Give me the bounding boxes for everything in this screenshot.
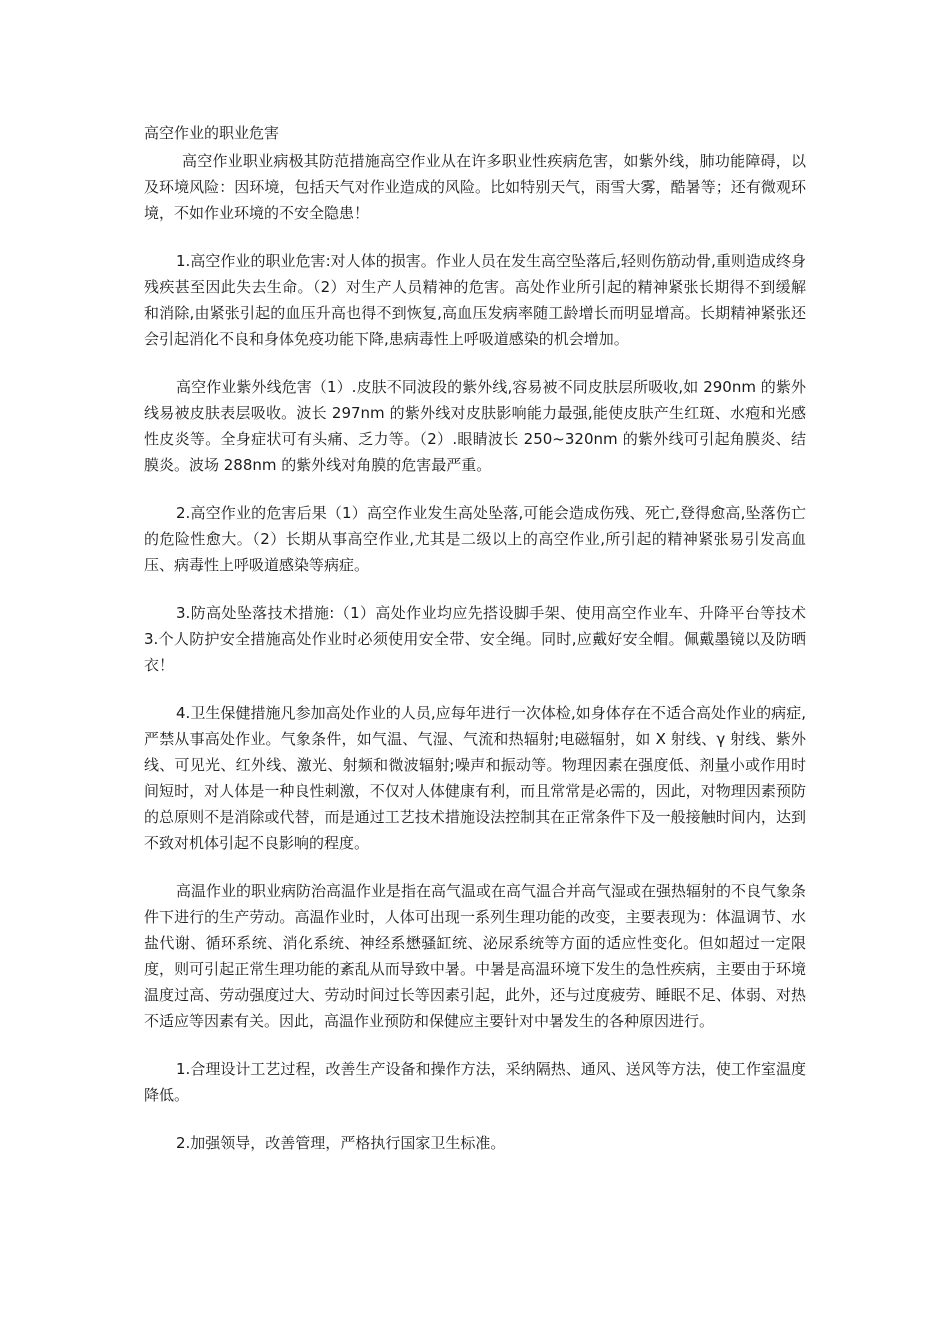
document-body: [144, 120, 806, 1178]
paragraph-management: 2.加强领导，改善管理，严格执行国家卫生标准。: [176, 1134, 506, 1152]
paragraph-process-design: 1.合理设计工艺过程，改善生产设备和操作方法，采纳隔热、通风、送风等方法，使工作室温度降低。: [144, 1060, 806, 1104]
paragraph-high-temperature: 高温作业的职业病防治高温作业是指在高气温或在高气温合并高气湿或在强热辐射的不良气象条件下进行的生产劳动。高温作业时，人体可出现一系列生理功能的改变，主要表现为：体温调节、水盐代谢、循环系统、消化系统、神经系懋骚缸统、泌尿系统等方面的适应性变化。但如超过一定限度，则可引起正常生理功能的紊乱从而导致中暑。中暑是高温环境下发生的急性疾病，主要由于环境温度过高、劳动强度过大、劳动时间过长等因素引起，此外，还与过度疲劳、睡眠不足、体弱、对热不适应等因素有关。因此，高温作业预防和保健应主要针对中暑发生的各种原因进行。: [144, 882, 807, 1030]
paragraph-fall-prevention: 3.防高处坠落技术措施:（1）高处作业均应先搭设脚手架、使用高空作业车、升降平台等技术 3.个人防护安全措施高处作业时必须使用安全带、安全绳。同时,应戴好安全帽。佩戴墨镜以及防晒衣！: [144, 604, 806, 674]
paragraph-hazard-consequences: 2.高空作业的危害后果（1）高空作业发生高处坠落,可能会造成伤残、死亡,登得愈高,坠落伤亡的危险性愈大。（2）长期从事高空作业,尤其是二级以上的高空作业,所引起的精神紧张易引发高血压、病毒性上呼吸道感染等病症。: [144, 504, 806, 574]
document-title: 高空作业的职业危害: [144, 124, 280, 142]
paragraph-occupational-hazards: 1.高空作业的职业危害:对人体的损害。作业人员在发生高空坠落后,轻则伤筋动骨,重则造成终身残疾甚至因此失去生命。（2）对生产人员精神的危害。高处作业所引起的精神紧张长期得不到缓解和消除,由紧张引起的血压升高也得不到恢复,高血压发病率随工龄增长而明显增高。长期精神紧张还会引起消化不良和身体免疫功能下降,患病毒性上呼吸道感染的机会增加。: [144, 252, 806, 348]
paragraph-intro: 高空作业职业病极其防范措施高空作业从在许多职业性疾病危害，如紫外线，肺功能障碍，以及环境风险：因环境，包括天气对作业造成的风险。比如特别天气，雨雪大雾，酷暑等；还有微观环境，不如作业环境的不安全隐患！: [144, 152, 806, 222]
paragraph-uv-hazards: 高空作业紫外线危害（1）.皮肤不同波段的紫外线,容易被不同皮肤层所吸收,如 290nm 的紫外线易被皮肤表层吸收。波长 297nm 的紫外线对皮肤影响能力最强,能使皮肤产生红斑、水疱和光感性皮炎等。全身症状可有头痛、乏力等。（2）.眼睛波长 250~320nm 的紫外线可引起角膜炎、结膜炎。波场 288nm 的紫外线对角膜的危害最严重。: [144, 378, 806, 474]
paragraph-health-measures: 4.卫生保健措施凡参加高处作业的人员,应每年进行一次体检,如身体存在不适合高处作业的病症,严禁从事高处作业。气象条件，如气温、气湿、气流和热辐射;电磁辐射，如 X 射线、γ 射线、紫外线、可见光、红外线、激光、射频和微波辐射;噪声和振动等。物理因素在强度低、剂量小或作用时间短时，对人体是一种良性刺激，不仅对人体健康有利，而且常常是必需的，因此，对物理因素预防的总原则不是消除或代替，而是通过工艺技术措施设法控制其在正常条件下及一般接触时间内，达到不致对机体引起不良影响的程度。: [144, 704, 806, 852]
